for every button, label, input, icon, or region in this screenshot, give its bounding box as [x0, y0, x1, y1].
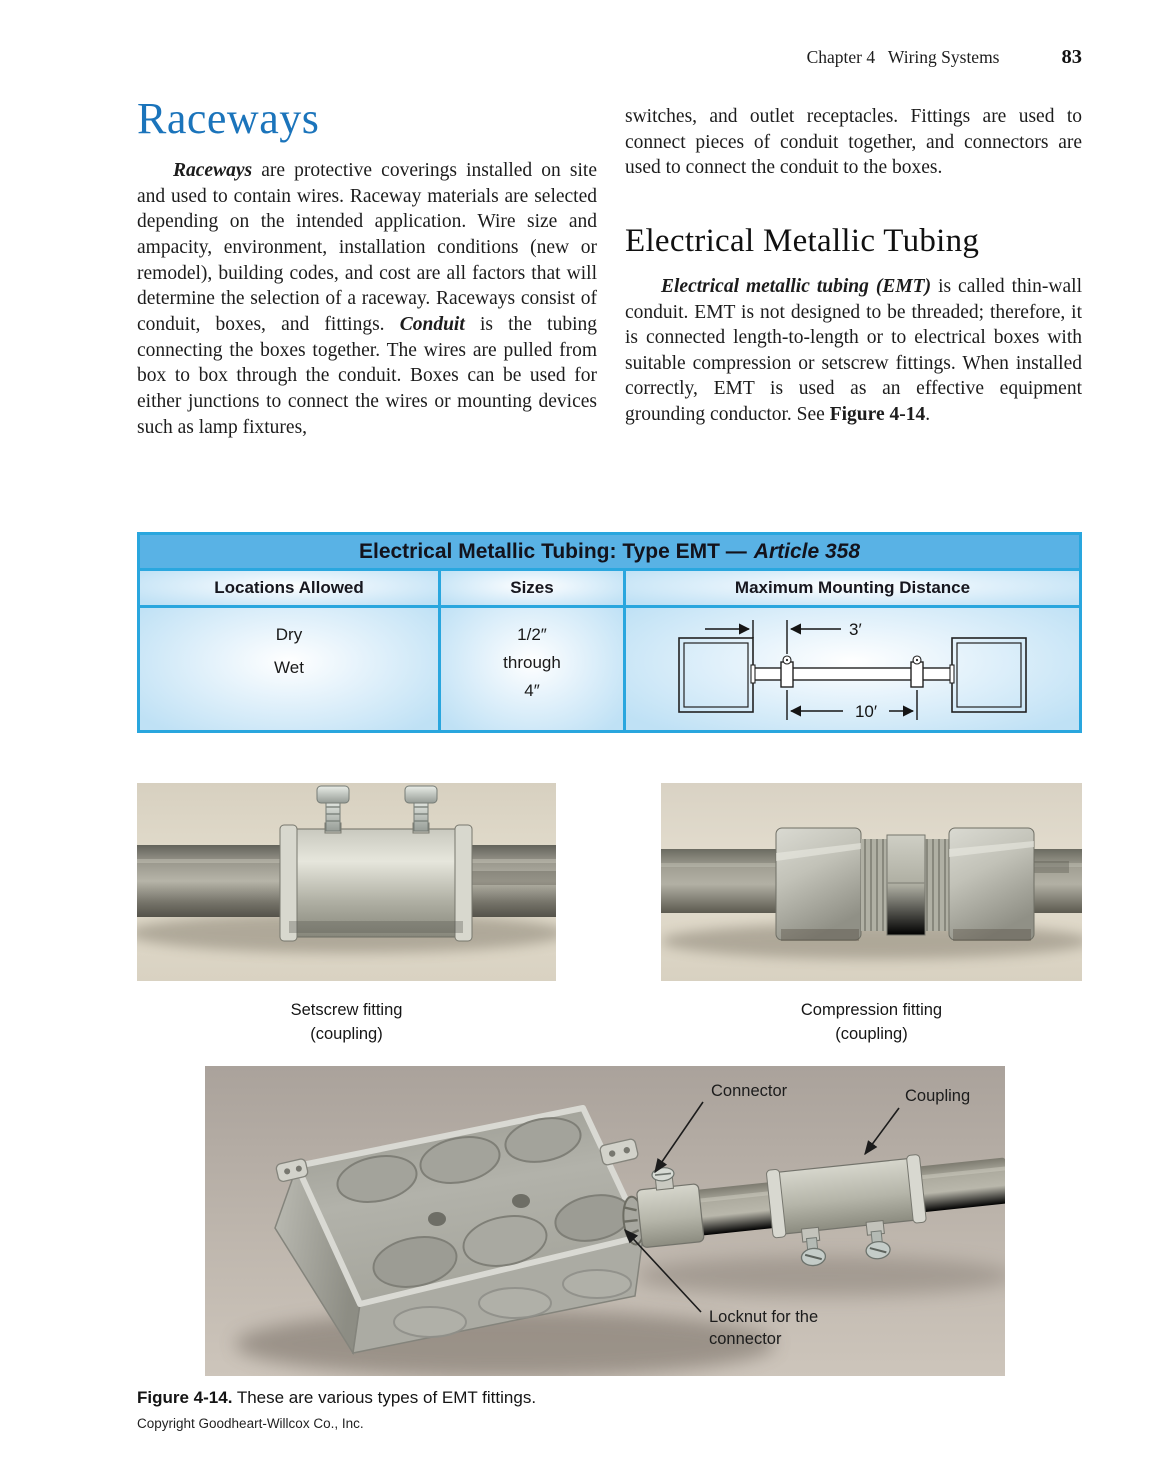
table-header-row — [140, 571, 1079, 608]
location-wet: Wet — [274, 658, 304, 677]
left-column — [137, 96, 597, 440]
locations-cell — [140, 608, 441, 730]
col-header-sizes: Sizes — [441, 571, 626, 608]
running-head: Chapter 4 Wiring Systems — [806, 47, 1000, 67]
emt-text-2: . — [925, 404, 931, 426]
continued-paragraph: switches, and outlet receptacles. Fittings are used to connect pieces of conduit together, and connectors are used to connect the conduit to the boxes. — [625, 106, 1082, 179]
raceways-paragraph — [137, 158, 597, 440]
size-min: 1/2″ — [517, 625, 547, 644]
term-conduit: Conduit — [399, 314, 465, 336]
emt-paragraph — [625, 274, 1082, 428]
diagram-strap-right — [911, 656, 923, 687]
compression-caption-line2: (coupling) — [835, 1024, 908, 1043]
col-header-mounting: Maximum Mounting Distance — [626, 571, 1079, 608]
size-through: through — [503, 653, 561, 672]
mounting-distance-cell — [626, 608, 1079, 730]
threaded-section — [861, 835, 949, 935]
setscrew-caption-line2: (coupling) — [310, 1024, 383, 1043]
dim-label-3ft: 3′ — [849, 620, 862, 639]
table-body-row — [140, 608, 1079, 730]
page-number: 83 — [1061, 46, 1082, 68]
setscrew-caption-line1: Setscrew fitting — [290, 1001, 403, 1019]
locknut-label-line1: Locknut for the — [709, 1308, 819, 1326]
section-title-emt: Electrical Metallic Tubing — [625, 222, 980, 259]
compression-caption — [661, 999, 1082, 1047]
raceways-text-2: is the tubing connecting the boxes together. The wires are pulled from box to box through the conduit. Boxes can be used for either junctions to connect the wires or mounting devices such as lamp fixtures, — [137, 314, 597, 438]
raceways-text-1: are protective coverings installed on site and used to contain wires. Raceway materials are selected depending on the intended application. Wire size and ampacity, environment, installation conditions (new or remodel), building codes, and cost are all factors that will determine the selection of a raceway. Raceways consist of conduit, boxes, and fittings. — [137, 160, 597, 336]
diagram-left-box — [679, 638, 753, 712]
sizes-cell — [441, 608, 626, 730]
hex-center-band — [887, 835, 925, 935]
term-raceways: Raceways — [173, 160, 253, 182]
term-emt: Electrical metallic tubing (EMT) — [661, 275, 932, 297]
text-columns — [137, 96, 1082, 440]
setscrew-caption — [137, 999, 556, 1047]
table-title-text: Electrical Metallic Tubing: Type EMT — — [358, 539, 747, 563]
emt-table — [137, 532, 1082, 733]
locknut-label-line2: connector — [709, 1330, 782, 1348]
dimension-3ft — [705, 620, 841, 654]
right-column — [625, 96, 1082, 440]
table-title-article: Article 358 — [753, 539, 861, 563]
size-max: 4″ — [524, 681, 540, 700]
section-title-raceways: Raceways — [137, 94, 320, 143]
figure-caption-label: Figure 4-14. — [137, 1388, 233, 1407]
location-dry: Dry — [275, 625, 303, 644]
dimension-10ft — [787, 690, 917, 720]
diagram-strap-left — [781, 656, 793, 687]
setscrew-fitting-photo — [137, 783, 556, 981]
compression-caption-line1: Compression fitting — [800, 1001, 943, 1019]
figure-caption — [137, 1388, 536, 1408]
compression-fitting-photo — [661, 783, 1082, 981]
emt-box-photo — [205, 1066, 1005, 1376]
coupling-label: Coupling — [905, 1087, 971, 1105]
mounting-distance-diagram — [627, 608, 1078, 730]
emt-text-1: is called thin-wall conduit. EMT is not designed to be threaded; therefore, it is connected length-to-length or to electrical boxes with suitable compression or setscrew fittings. When installed correctly, EMT is used as an effective equipment grounding conductor. See — [625, 275, 1082, 426]
page-header — [625, 46, 1082, 69]
compression-coupling — [776, 828, 1034, 941]
figure-caption-text: These are various types of EMT fittings. — [232, 1388, 537, 1407]
figure-reference: Figure 4-14 — [829, 404, 926, 426]
diagram-right-box — [952, 638, 1026, 712]
copyright-line: Copyright Goodheart-Willcox Co., Inc. — [137, 1416, 364, 1431]
dim-label-10ft: 10′ — [854, 702, 878, 721]
col-header-locations: Locations Allowed — [140, 571, 441, 608]
connector-label: Connector — [711, 1082, 788, 1100]
emt-table-title — [140, 535, 1079, 571]
